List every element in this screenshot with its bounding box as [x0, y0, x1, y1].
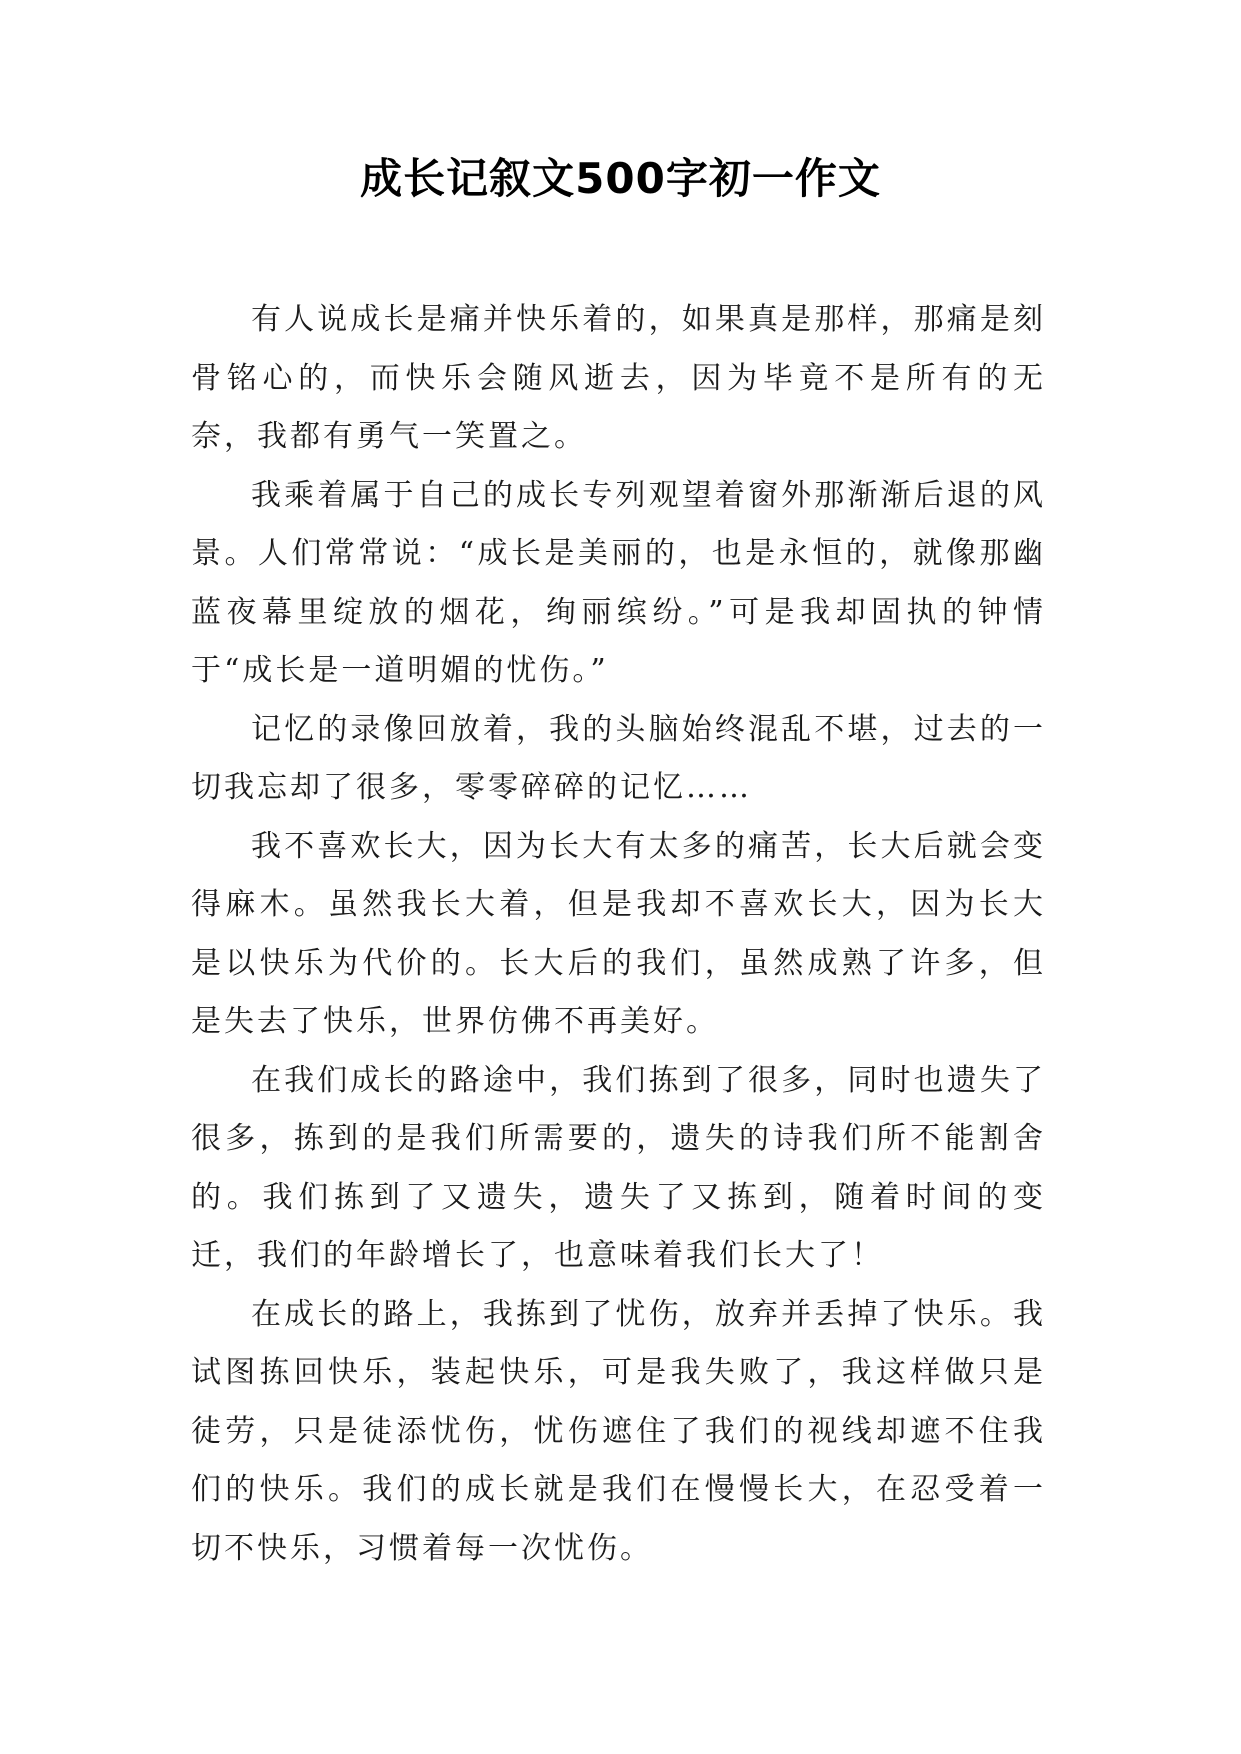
- paragraph-6: 在成长的路上，我拣到了忧伤，放弃并丢掉了快乐。我试图拣回快乐，装起快乐，可是我失败了，我这样做只是徒劳，只是徒添忧伤，忧伤遮住了我们的视线却遮不住我们的快乐。我们的成长就是我们在慢慢长大，在忍受着一切不快乐，习惯着每一次忧伤。: [191, 1296, 1046, 1566]
- paragraph-3: 记忆的录像回放着，我的头脑始终混乱不堪，过去的一切我忘却了很多，零零碎碎的记忆……: [191, 711, 1046, 805]
- paragraph-1: 有人说成长是痛并快乐着的，如果真是那样，那痛是刻骨铭心的，而快乐会随风逝去，因为毕竟不是所有的无奈，我都有勇气一笑置之。: [191, 302, 1046, 454]
- document-title: 成长记叙文500字初一作文: [360, 154, 881, 203]
- paragraph-4: 我不喜欢长大，因为长大有太多的痛苦，长大后就会变得麻木。虽然我长大着，但是我却不喜欢长大，因为长大是以快乐为代价的。长大后的我们，虽然成熟了许多，但是失去了快乐，世界仿佛不再美好。: [191, 828, 1046, 1039]
- paragraph-5: 在我们成长的路途中，我们拣到了很多，同时也遗失了很多，拣到的是我们所需要的，遗失的诗我们所不能割舍的。我们拣到了又遗失，遗失了又拣到，随着时间的变迁，我们的年龄增长了，也意味着我们长大了！: [191, 1062, 1046, 1273]
- document-body: [191, 291, 1046, 1578]
- paragraph-2: 我乘着属于自己的成长专列观望着窗外那渐渐后退的风景。人们常常说：“成长是美丽的，也是永恒的，就像那幽蓝夜幕里绽放的烟花，绚丽缤纷。”可是我却固执的钟情于“成长是一道明媚的忧伤。”: [191, 477, 1046, 688]
